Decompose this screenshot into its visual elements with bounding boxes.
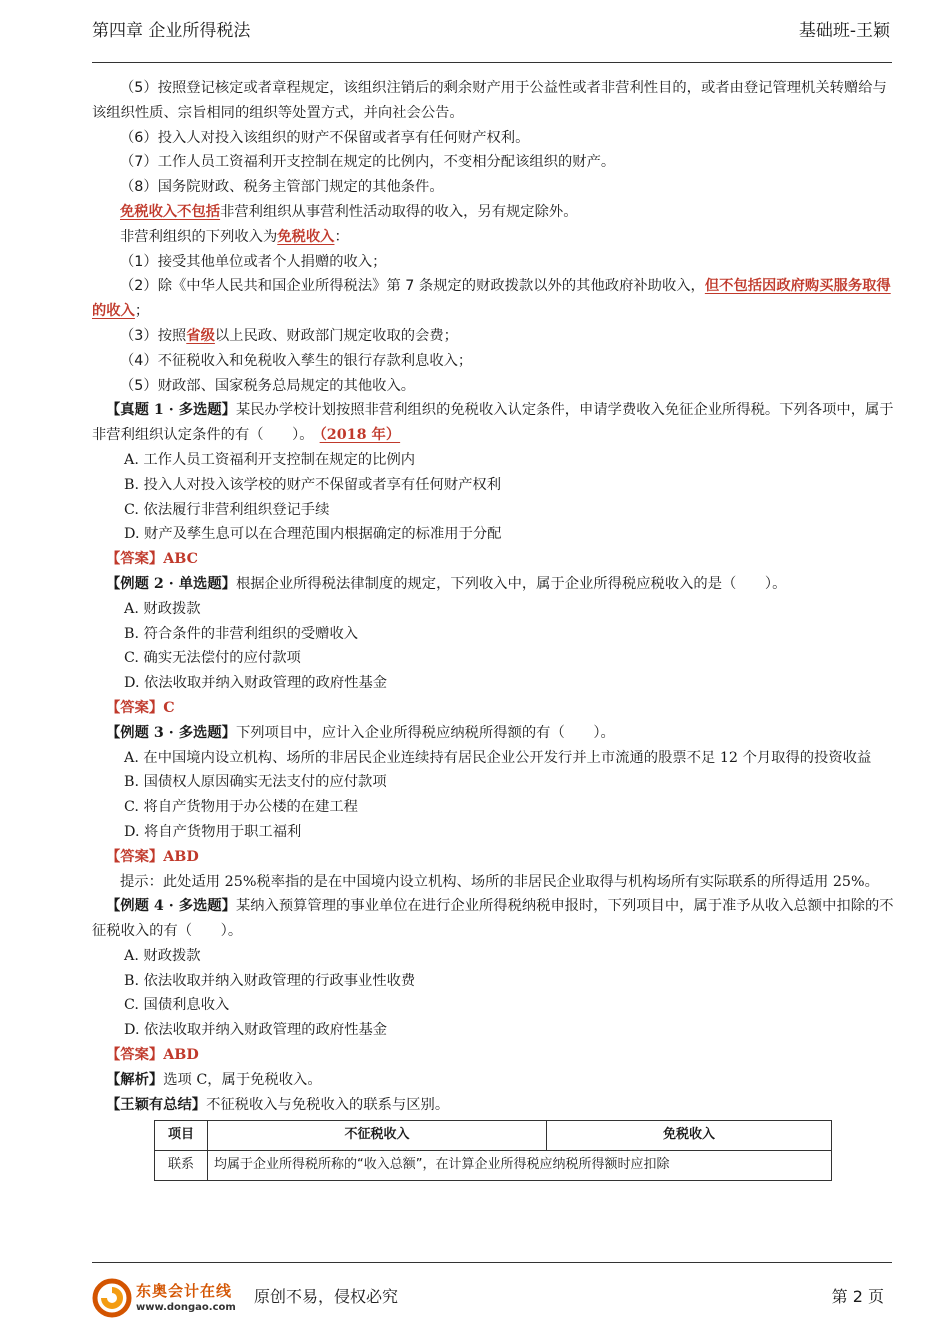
- question-2-stem: 【例题 2 · 单选题】根据企业所得税法律制度的规定，下列收入中，属于企业所得税应税收入的是（ ）。: [106, 575, 787, 592]
- answer: 【答案】C: [106, 699, 175, 716]
- option-a: A. 财政拨款: [124, 947, 201, 964]
- column-header: 项目: [155, 1121, 208, 1151]
- option-a: A. 在中国境内设立机构、场所的非居民企业连续持有居民企业公开发行并上市流通的股票不足 12 个月取得的投资收益: [124, 749, 872, 766]
- dongao-logo: [92, 1278, 237, 1322]
- exempt-exclusion: 免税收入不包括非营利组织从事营利性活动取得的收入，另有规定除外。: [120, 203, 578, 220]
- column-header: 免税收入: [547, 1121, 832, 1151]
- answer: 【答案】ABD: [106, 1047, 199, 1064]
- highlight-text: 免税收入: [277, 228, 335, 245]
- option-b: B. 依法收取并纳入财政管理的行政事业性收费: [124, 972, 416, 989]
- option-a: A. 财政拨款: [124, 600, 201, 617]
- option-b: B. 投入人对投入该学校的财产不保留或者享有任何财产权利: [124, 476, 502, 493]
- table-row: [155, 1151, 832, 1181]
- condition-8: （8）国务院财政、税务主管部门规定的其他条件。: [120, 179, 444, 196]
- table-cell: 联系: [155, 1151, 208, 1181]
- question-label: 【例题 3 · 多选题】: [106, 724, 236, 741]
- highlight-text: 但不包括因政府购买服务取得的收入: [92, 278, 891, 320]
- option-c: C. 确实无法偿付的应付款项: [124, 650, 301, 667]
- summary-table: [154, 1120, 832, 1181]
- logo-url: www.dongao.com: [136, 1302, 236, 1313]
- footer-rule: [92, 1262, 892, 1263]
- answer: 【答案】ABD: [106, 848, 199, 865]
- dongao-logo-icon: [92, 1278, 132, 1318]
- column-header: 不征税收入: [208, 1121, 547, 1151]
- logo-text: 东奥会计在线: [136, 1282, 233, 1300]
- question-4-stem: 【例题 4 · 多选题】某纳入预算管理的事业单位在进行企业所得税纳税申报时，下列项目中，属于准予从收入总额中扣除的不征税收入的有（ ）。: [92, 898, 894, 940]
- copyright-slogan: 原创不易，侵权必究: [254, 1287, 399, 1306]
- question-1-stem: 【真题 1 · 多选题】某民办学校计划按照非营利组织的免税收入认定条件，申请学费收入免征企业所得税。下列各项中，属于非营利组织认定条件的有（ ）。 （2018 年）: [92, 402, 894, 444]
- chapter-title: 第四章 企业所得税法: [92, 21, 251, 41]
- income-item-2: （2）除《中华人民共和国企业所得税法》第 7 条规定的财政拨款以外的其他政府补助收入，但不包括因政府购买服务取得的收入；: [92, 278, 891, 320]
- option-d: D. 将自产货物用于职工福利: [124, 823, 302, 840]
- income-item-5: （5）财政部、国家税务总局规定的其他收入。: [120, 377, 416, 394]
- condition-5: （5）按照登记核定或者章程规定，该组织注销后的剩余财产用于公益性或者非营利性目的，或者由登记管理机关转赠给与该组织性质、宗旨相同的组织等处置方式，并向社会公告。: [92, 80, 887, 121]
- option-d: D. 依法收取并纳入财政管理的政府性基金: [124, 675, 388, 692]
- question-label: 【例题 4 · 多选题】: [106, 898, 236, 915]
- option-a: A. 工作人员工资福利开支控制在规定的比例内: [124, 451, 416, 468]
- exam-year: （2018 年）: [319, 427, 401, 444]
- option-c: C. 国债利息收入: [124, 997, 230, 1014]
- page-number: 第 2 页: [831, 1287, 884, 1306]
- summary-heading: 【王颖有总结】不征税收入与免税收入的联系与区别。: [106, 1096, 450, 1113]
- option-c: C. 将自产货物用于办公楼的在建工程: [124, 799, 358, 816]
- option-b: B. 国债权人原因确实无法支付的应付款项: [124, 774, 387, 791]
- option-d: D. 财产及孳生息可以在合理范围内根据确定的标准用于分配: [124, 526, 502, 543]
- answer: 【答案】ABC: [106, 551, 199, 568]
- document-body: [92, 76, 897, 1181]
- highlight-text: 省级: [186, 327, 215, 344]
- tip-text: 提示：此处适用 25%税率指的是在中国境内设立机构、场所的非居民企业取得与机构场所有实际联系的所得适用 25%。: [120, 873, 879, 890]
- exempt-income-intro: 非营利组织的下列收入为免税收入：: [120, 228, 349, 245]
- page-footer: [92, 1270, 892, 1326]
- condition-6: （6）投入人对投入该组织的财产不保留或者享有任何财产权利。: [120, 129, 530, 146]
- question-3-stem: 【例题 3 · 多选题】下列项目中，应计入企业所得税应纳税所得额的有（ ）。: [106, 724, 615, 741]
- condition-7: （7）工作人员工资福利开支控制在规定的比例内，不变相分配该组织的财产。: [120, 154, 616, 171]
- class-label: 基础班-王颖: [798, 21, 890, 41]
- question-label: 【例题 2 · 单选题】: [106, 575, 236, 592]
- income-item-1: （1）接受其他单位或者个人捐赠的收入；: [120, 253, 387, 270]
- question-label: 【真题 1 · 多选题】: [106, 402, 236, 419]
- highlight-text: 免税收入不包括: [120, 203, 221, 220]
- income-item-4: （4）不征税收入和免税收入孳生的银行存款利息收入；: [120, 352, 473, 369]
- table-cell: 均属于企业所得税所称的“收入总额”，在计算企业所得税应纳税所得额时应扣除: [208, 1151, 832, 1181]
- option-c: C. 依法履行非营利组织登记手续: [124, 501, 330, 518]
- income-item-3: （3）按照省级以上民政、财政部门规定收取的会费；: [120, 327, 458, 344]
- page-header: [92, 12, 892, 46]
- table-header-row: [155, 1121, 832, 1151]
- option-d: D. 依法收取并纳入财政管理的政府性基金: [124, 1022, 388, 1039]
- explanation: 【解析】选项 C，属于免税收入。: [106, 1071, 322, 1088]
- header-rule: [92, 62, 892, 63]
- option-b: B. 符合条件的非营利组织的受赠收入: [124, 625, 359, 642]
